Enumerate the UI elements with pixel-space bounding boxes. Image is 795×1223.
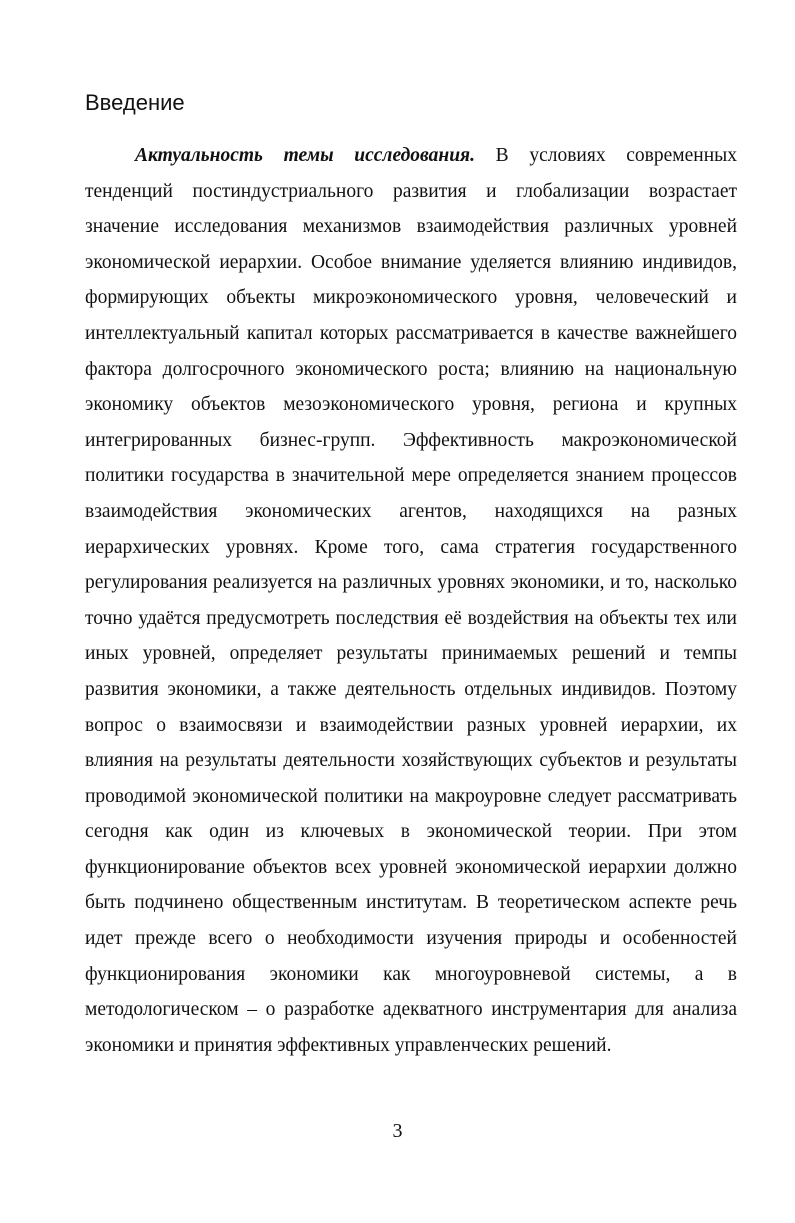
body-paragraph bbox=[85, 138, 737, 1063]
page-number: 3 bbox=[392, 1120, 403, 1142]
paragraph-lead: Актуальность темы исследования. bbox=[135, 145, 475, 166]
section-heading: Введение bbox=[85, 90, 185, 115]
paragraph-text: В условиях современных тенденций постиндустриального развития и глобализации возрастает значение исследования механизмов взаимодействия различных уровней экономической иерархии. Особое внимание уделяется влиянию индивидов, формирующих объекты микроэкономического уровня, человеческий и интеллектуальный капитал которых рассматривается в качестве важнейшего фактора долгосрочного экономического роста; влиянию на национальную экономику объектов мезоэкономического уровня, региона и крупных интегрированных бизнес-групп. Эффективность макроэкономической политики государства в значительной мере определяется знанием процессов взаимодействия экономических агентов, находящихся на разных иерархических уровнях. Кроме того, сама стратегия государственного регулирования реализуется на различных уровнях экономики, и то, насколько точно удаётся предусмотреть последствия её воздействия на объекты тех или иных уровней, определяет результаты принимаемых решений и темпы развития экономики, а также деятельность отдельных индивидов. Поэтому вопрос о взаимосвязи и взаимодействии разных уровней иерархии, их влияния на результаты деятельности хозяйствующих субъектов и результаты проводимой экономической политики на макроуровне следует рассматривать сегодня как один из ключевых в экономической теории. При этом функционирование объектов всех уровней экономической иерархии должно быть подчинено общественным институтам. В теоретическом аспекте речь идет прежде всего о необходимости изучения природы и особенностей функционирования экономики как многоуровневой системы, а в методологическом – о разработке адекватного инструментария для анализа экономики и принятия эффективных управленческих решений. bbox=[85, 145, 738, 1056]
